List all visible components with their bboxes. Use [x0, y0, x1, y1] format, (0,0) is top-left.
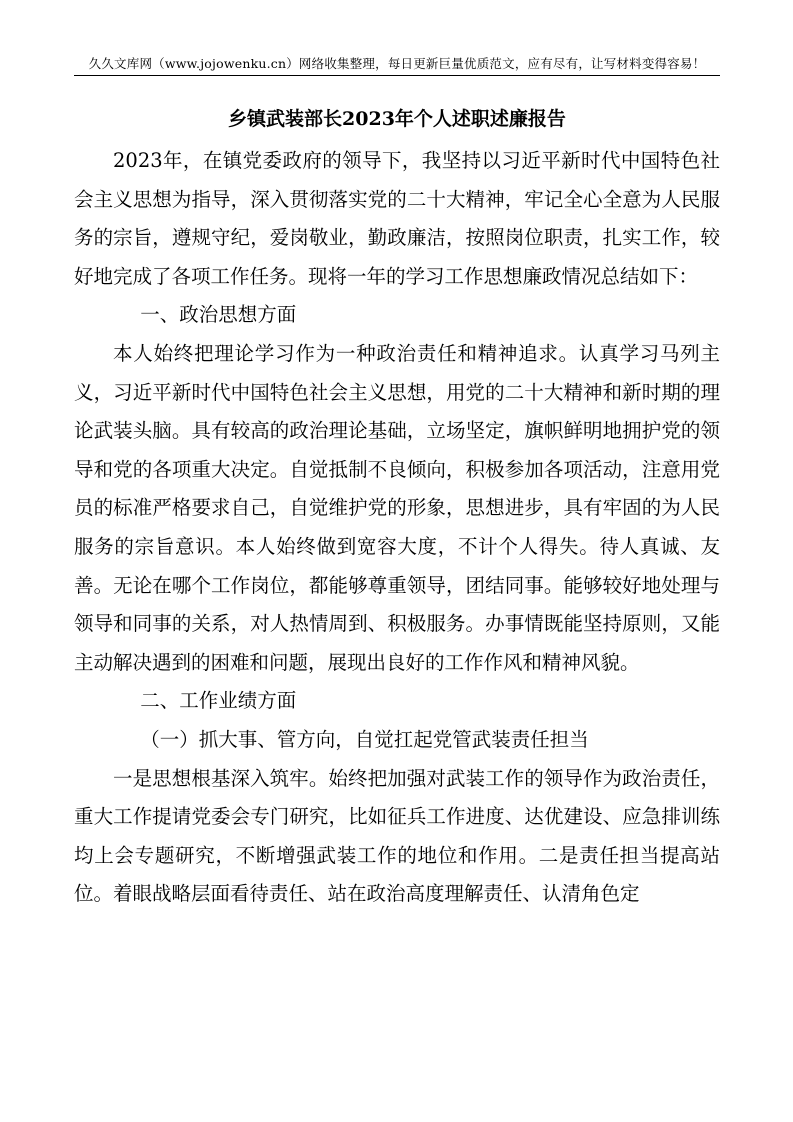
performance-paragraph: 一是思想根基深入筑牢。始终把加强对武装工作的领导作为政治责任，重大工作提请党委会专门研究，比如征兵工作进度、达优建设、应急排训练均上会专题研究，不断增强武装工作的地位和作用。二是责任担当提高站位。着眼战略层面看待责任、站在政治高度理解责任、认清角色定 [74, 766, 720, 906]
page-header: 久久文库网（www.jojowenku.cn）网络收集整理，每日更新巨量优质范文，应有尽有，让写材料变得容易！ [88, 56, 706, 71]
document-title: 乡镇武装部长2023年个人述职述廉报告 [228, 108, 566, 130]
header-divider [74, 75, 720, 76]
subsection-heading-1: （一）抓大事、管方向，自觉扛起党管武装责任担当 [140, 727, 589, 751]
document-body [74, 142, 720, 914]
section-heading-political: 一、政治思想方面 [140, 303, 297, 327]
political-paragraph: 本人始终把理论学习作为一种政治责任和精神追求。认真学习马列主义，习近平新时代中国特色社会主义思想，用党的二十大精神和新时期的理论武装头脑。具有较高的政治理论基础，立场坚定，旗帜鲜明地拥护党的领导和党的各项重大决定。自觉抵制不良倾向，积极参加各项活动，注意用党员的标准严格要求自己，自觉维护党的形象，思想进步，具有牢固的为人民服务的宗旨意识。本人始终做到宽容大度，不计个人得失。待人真诚、友善。无论在哪个工作岗位，都能够尊重领导，团结同事。能够较好地处理与领导和同事的关系，对人热情周到、积极服务。办事情既能坚持原则，又能主动解决遇到的困难和问题，展现出良好的工作作风和精神风貌。 [74, 341, 720, 674]
section-heading-performance: 二、工作业绩方面 [140, 689, 297, 713]
intro-paragraph: 2023年，在镇党委政府的领导下，我坚持以习近平新时代中国特色社会主义思想为指导，深入贯彻落实党的二十大精神，牢记全心全意为人民服务的宗旨，遵规守纪，爱岗敬业，勤政廉洁，按照岗位职责，扎实工作，较好地完成了各项工作任务。现将一年的学习工作思想廉政情况总结如下： [74, 149, 720, 288]
